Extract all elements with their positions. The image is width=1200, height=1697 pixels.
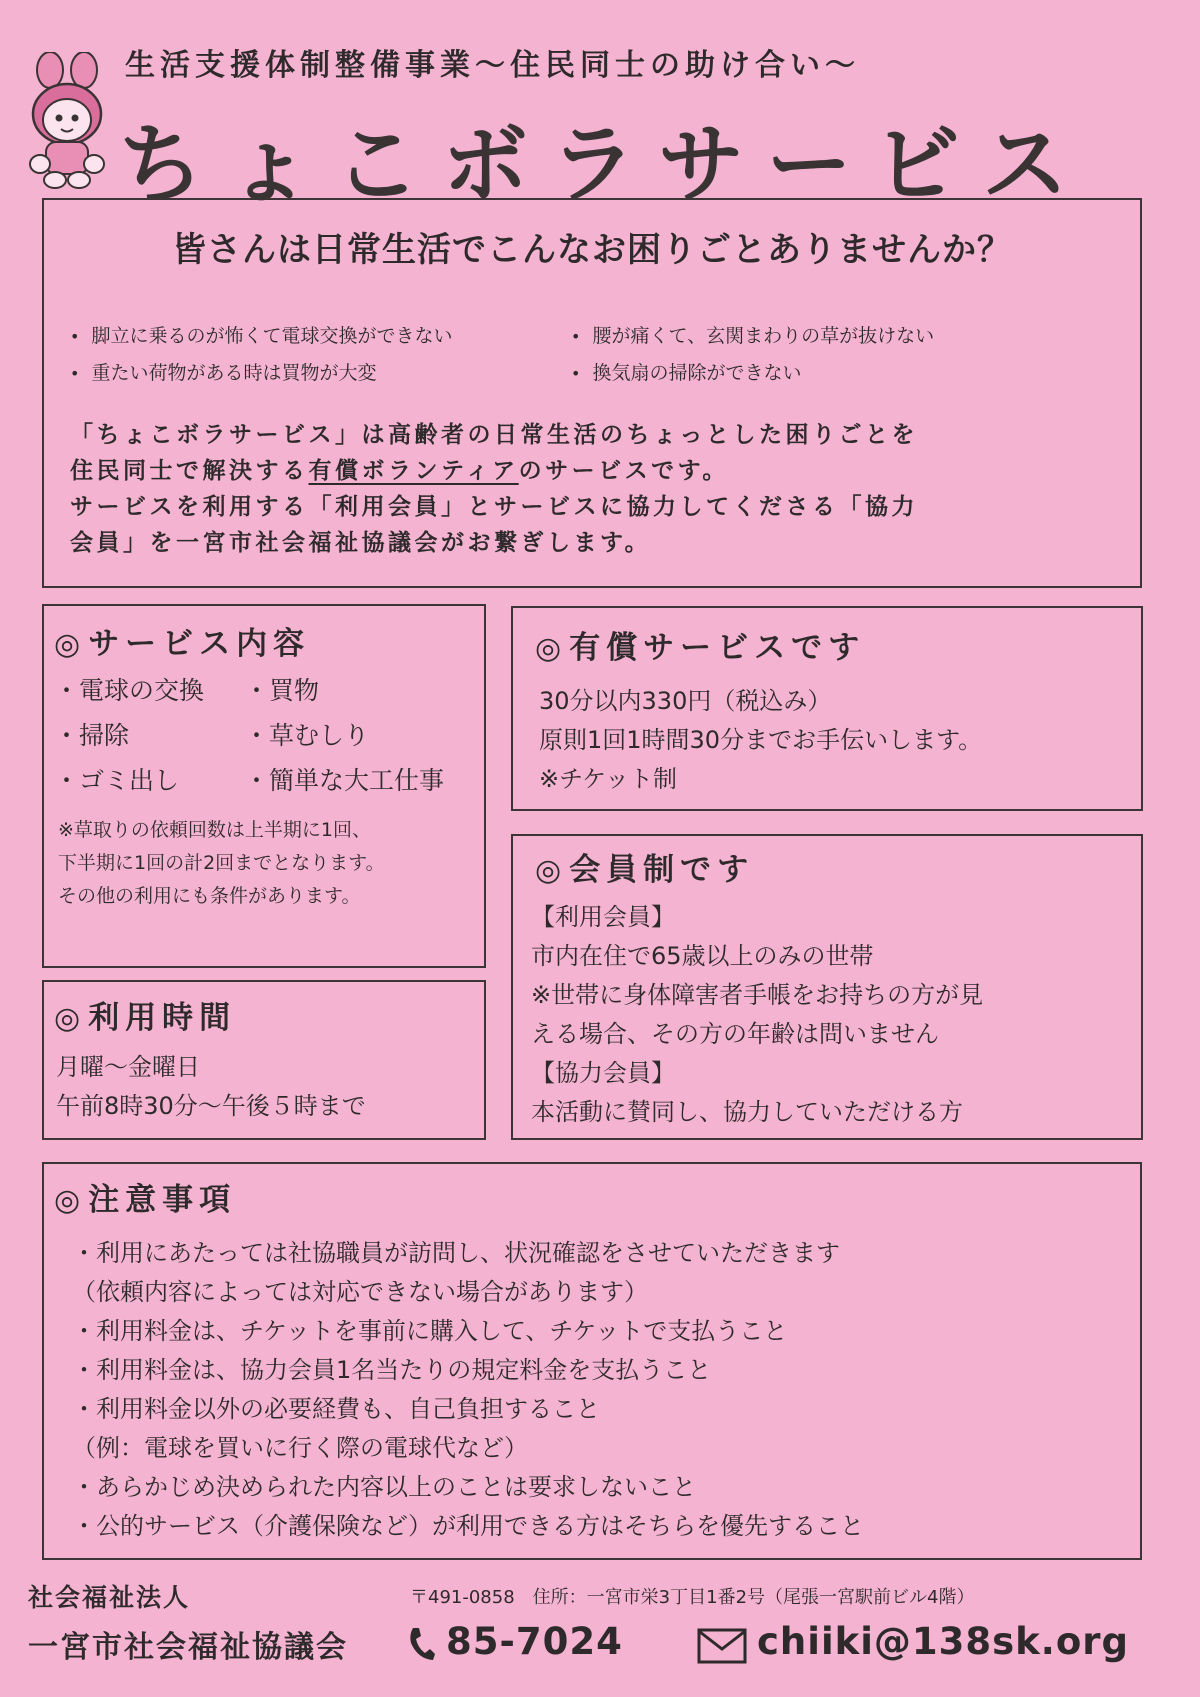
bullseye-icon: ◎	[54, 1183, 81, 1218]
email-address[interactable]: chiiki@138sk.org	[757, 1620, 1129, 1663]
membership-heading: ◎ 会員制です	[535, 852, 755, 888]
bullseye-icon: ◎	[54, 627, 81, 662]
services-box	[42, 604, 486, 968]
trouble-list	[70, 318, 1030, 392]
paid-heading: ◎ 有償サービスです	[535, 630, 866, 666]
notes-list	[72, 1234, 864, 1546]
bullseye-icon: ◎	[535, 631, 562, 666]
intro-line: 「ちょこボラサービス」は高齢者の日常生活のちょっとした困りごとを	[70, 422, 918, 448]
list-item: ・あらかじめ決められた内容以上のことは要求しないこと	[72, 1473, 696, 1501]
notes-box	[42, 1162, 1142, 1560]
intro-box	[42, 198, 1142, 588]
services-heading: ◎ サービス内容	[54, 626, 311, 662]
list-item: • 重たい荷物がある時は買物が大変	[70, 355, 565, 392]
bullseye-icon: ◎	[54, 1001, 81, 1036]
hours-heading: ◎ 利用時間	[54, 1000, 237, 1036]
phone-icon	[406, 1625, 436, 1663]
membership-box	[511, 834, 1143, 1140]
list-item: • 換気扇の掃除ができない	[571, 355, 934, 392]
mascot-illustration	[22, 52, 114, 192]
list-item: ・公的サービス（介護保険など）が利用できる方はそちらを優先すること	[72, 1512, 864, 1540]
paid-service-box	[511, 606, 1143, 811]
list-item: ・掃除	[54, 721, 130, 750]
list-item: ・利用料金は、協力会員1名当たりの規定料金を支払うこと	[72, 1356, 712, 1384]
list-item: ・利用にあたっては社協職員が訪問し、状況確認をさせていただきます	[72, 1239, 840, 1267]
org-type: 社会福祉法人	[28, 1583, 191, 1612]
address: 〒491-0858 住所：一宮市栄3丁目1番2号（尾張一宮駅前ビル4階）	[410, 1587, 975, 1608]
hours-box	[42, 980, 486, 1140]
mail-icon	[697, 1628, 747, 1664]
list-item: ・買物	[244, 676, 320, 705]
intro-paragraph	[70, 417, 1060, 561]
intro-line: 会員」を一宮市社会福祉協議会がお繋ぎします。	[70, 530, 652, 556]
list-item: ・利用料金以外の必要経費も、自己負担すること	[72, 1395, 600, 1423]
page-title: ちょこボラサービス	[118, 115, 1090, 215]
page-subtitle: 生活支援体制整備事業～住民同士の助け合い～	[125, 48, 860, 83]
paid-details: 30分以内330円（税込み） 原則1回1時間30分までお手伝いします。 ※チケット制	[539, 687, 983, 793]
trouble-list-right	[571, 318, 934, 392]
paid-volunteer-term: 有償ボランティア	[308, 458, 519, 484]
notes-heading: ◎ 注意事項	[54, 1182, 237, 1218]
list-item: （依頼内容によっては対応できない場合があります）	[72, 1278, 648, 1306]
list-item: ・簡単な大工仕事	[244, 766, 445, 795]
list-item: ・ゴミ出し	[54, 766, 180, 795]
list-item: ・草むしり	[244, 721, 370, 750]
trouble-list-left	[70, 318, 565, 392]
list-item: • 腰が痛くて、玄関まわりの草が抜けない	[571, 318, 934, 355]
services-list	[54, 668, 444, 803]
intro-line: 住民同士で解決する有償ボランティアのサービスです。	[70, 458, 729, 484]
list-item: ・電球の交換	[54, 676, 205, 705]
list-item: • 脚立に乗るのが怖くて電球交換ができない	[70, 318, 565, 355]
intro-question: 皆さんは日常生活でこんなお困りごとありませんか？	[172, 230, 1012, 270]
phone-number[interactable]: 85-7024	[446, 1620, 623, 1663]
org-name: 一宮市社会福祉協議会	[28, 1630, 348, 1665]
services-note: ※草取りの依頼回数は上半期に1回、 下半期に1回の計2回までとなります。 その他の利用にも条件があります。	[58, 819, 385, 907]
intro-line: サービスを利用する「利用会員」とサービスに協力してくださる「協力	[70, 494, 918, 520]
hours-details: 月曜～金曜日 午前8時30分～午後５時まで	[56, 1053, 366, 1120]
list-item: （例：電球を買いに行く際の電球代など）	[72, 1434, 528, 1462]
bullseye-icon: ◎	[535, 853, 562, 888]
list-item: ・利用料金は、チケットを事前に購入して、チケットで支払うこと	[72, 1317, 788, 1345]
membership-details: 【利用会員】 市内在住で65歳以上のみの世帯 ※世帯に身体障害者手帳をお持ちの方が見 える場合、その方の年齢は問いません 【協力会員】 本活動に賛同し、協力していただける方	[531, 903, 984, 1126]
